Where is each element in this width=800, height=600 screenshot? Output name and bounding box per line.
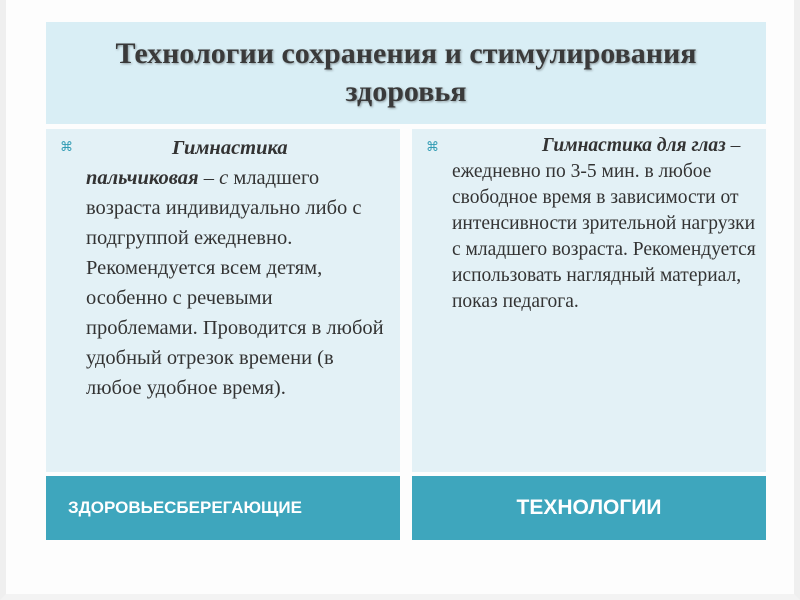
right-content-column: [412, 129, 766, 472]
diamond-bullet-icon: ⌘: [426, 140, 439, 155]
right-column-text: [452, 133, 756, 315]
slide-title: Технологии сохранения и стимулирования здоровья: [115, 37, 697, 108]
left-column-connector: – с: [198, 167, 234, 189]
left-column-body: младшего возраста индивидуально либо с подгруппой ежедневно. Рекомендуется всем детям, особенно с речевыми проблемами. Проводится в любой удобный отрезок времени (в любое удобное время).: [86, 167, 384, 399]
title-band: [46, 22, 766, 124]
left-column-heading: Гимнастика пальчиковая: [86, 137, 288, 189]
left-content-column: [46, 129, 400, 472]
left-column-text: [86, 133, 388, 403]
right-column-body: – ежедневно по 3-5 мин. в любое свободное время в зависимости от интенсивности зрительной нагрузки с младшего возраста. Рекомендуется использовать наглядный материал, показ педагога.: [452, 135, 756, 312]
diamond-bullet-icon: ⌘: [60, 140, 73, 155]
footer-right-label: ТЕХНОЛОГИИ: [412, 476, 766, 540]
right-column-heading: Гимнастика для глаз: [542, 135, 726, 156]
footer-left-label: ЗДОРОВЬЕСБЕРЕГАЮЩИЕ: [46, 476, 400, 540]
